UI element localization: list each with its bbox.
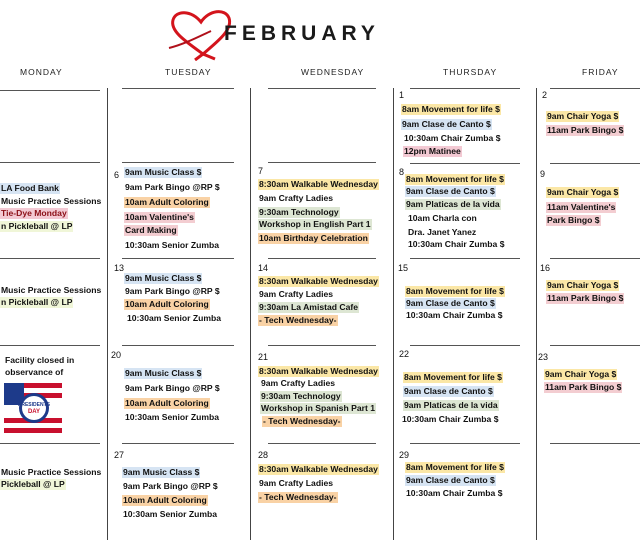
row-divider <box>410 345 520 346</box>
event: 8am Movement for life $ <box>402 104 500 114</box>
event: Facility closed in <box>5 355 75 365</box>
event: 9am Crafty Ladies <box>259 478 334 488</box>
event: Dra. Janet Yanez <box>408 227 477 237</box>
date-number: 7 <box>258 166 264 176</box>
event: 9am Park Bingo @RP $ <box>125 383 220 393</box>
event: 10am Adult Coloring <box>123 495 207 505</box>
event: 10:30am Chair Zumba $ <box>406 488 503 498</box>
column-divider <box>536 88 537 540</box>
row-divider <box>122 258 234 259</box>
event: 9:30am Technology <box>259 207 339 217</box>
event: 9am Park Bingo @RP $ <box>123 481 218 491</box>
row-divider <box>0 443 100 444</box>
row-divider <box>410 88 520 89</box>
event: 9am Clase de Canto $ <box>402 119 491 129</box>
row-divider <box>268 258 376 259</box>
svg-text:PRESIDENTS: PRESIDENTS <box>18 402 50 408</box>
event: - Tech Wednesday- <box>263 416 341 426</box>
event: 10:30am Senior Zumba <box>123 509 218 519</box>
event: 9am Crafty Ladies <box>261 378 336 388</box>
column-divider <box>393 88 394 540</box>
event: 9am Music Class $ <box>125 167 202 177</box>
event: Card Making <box>125 225 177 235</box>
date-number: 15 <box>398 263 409 273</box>
day-header-monday: MONDAY <box>20 67 63 77</box>
event: 8:30am Walkable Wednesday <box>259 179 378 189</box>
event: n Pickleball @ LP <box>1 297 73 307</box>
row-divider <box>268 162 376 163</box>
date-number: 13 <box>114 263 125 273</box>
date-number: 8 <box>399 167 405 177</box>
row-divider <box>0 90 100 91</box>
row-divider <box>122 345 234 346</box>
day-header-wednesday: WEDNESDAY <box>301 67 365 77</box>
row-divider <box>410 258 520 259</box>
event: - Tech Wednesday- <box>259 492 337 502</box>
month-title: FEBRUARY <box>224 22 380 45</box>
event: 9am Music Class $ <box>123 467 200 477</box>
row-divider <box>550 88 640 89</box>
event: 9am Crafty Ladies <box>259 289 334 299</box>
row-divider <box>268 88 376 89</box>
row-divider <box>550 163 640 164</box>
date-number: 29 <box>399 450 410 460</box>
event: Tie-Dye Monday <box>1 208 67 218</box>
event: 8am Movement for life $ <box>406 462 504 472</box>
event: 11am Park Bingo $ <box>545 382 622 392</box>
event: n Pickleball @ LP <box>1 221 73 231</box>
event: 10am Birthday Celebration <box>259 233 368 243</box>
column-divider <box>107 88 108 540</box>
event: 12pm Matinee <box>404 146 461 156</box>
event: 10am Adult Coloring <box>125 197 209 207</box>
event: 9:30am La Amistad Cafe <box>259 302 359 312</box>
event: 10:30am Senior Zumba <box>127 313 222 323</box>
row-divider <box>0 258 100 259</box>
event: 9am Clase de Canto $ <box>406 186 495 196</box>
event: 10:30am Chair Zumba $ <box>408 239 505 249</box>
presidents-day-flag-icon <box>4 383 62 433</box>
event: 9am Chair Yoga $ <box>547 111 619 121</box>
event: 9am Clase de Canto $ <box>404 386 493 396</box>
event: 10:30am Chair Zumba $ <box>402 414 499 424</box>
event: Music Practice Sessions <box>1 467 102 477</box>
row-divider <box>550 345 640 346</box>
date-number: 28 <box>258 450 269 460</box>
date-number: 16 <box>540 263 551 273</box>
event: 8am Movement for life $ <box>406 174 504 184</box>
event: 10:30am Senior Zumba <box>125 240 220 250</box>
row-divider <box>268 443 376 444</box>
event: 9am Music Class $ <box>125 273 202 283</box>
event: 10am Adult Coloring <box>125 398 209 408</box>
event: LA Food Bank <box>1 183 59 193</box>
row-divider <box>550 258 640 259</box>
event: 9am Chair Yoga $ <box>545 369 617 379</box>
svg-text:DAY: DAY <box>27 409 41 415</box>
event: 9am Clase de Canto $ <box>406 298 495 308</box>
event: 11am Valentine's <box>547 202 616 212</box>
event: 10am Adult Coloring <box>125 299 209 309</box>
event: Music Practice Sessions <box>1 196 102 206</box>
date-number: 22 <box>399 349 410 359</box>
event: 9am Chair Yoga $ <box>547 280 619 290</box>
row-divider <box>122 162 234 163</box>
event: 10am Valentine's <box>125 212 194 222</box>
event: 8:30am Walkable Wednesday <box>259 366 378 376</box>
event: 8am Movement for life $ <box>404 372 502 382</box>
row-divider <box>410 443 520 444</box>
event: - Tech Wednesday- <box>259 315 337 325</box>
event: 9am Clase de Canto $ <box>406 475 495 485</box>
event: 9am Platicas de la vida <box>406 199 500 209</box>
event: Workshop in Spanish Part 1 <box>261 403 375 413</box>
event: 9am Platicas de la vida <box>404 400 498 410</box>
event: Pickleball @ LP <box>1 479 65 489</box>
event: 9am Park Bingo @RP $ <box>125 286 220 296</box>
event: Music Practice Sessions <box>1 285 102 295</box>
event: Workshop in English Part 1 <box>259 219 371 229</box>
row-divider <box>0 345 100 346</box>
event: 9am Music Class $ <box>125 368 202 378</box>
date-number: 21 <box>258 352 269 362</box>
date-number: 23 <box>538 352 549 362</box>
date-number: 14 <box>258 263 269 273</box>
date-number: 2 <box>542 90 548 100</box>
column-divider <box>250 88 251 540</box>
row-divider <box>550 443 640 444</box>
event: 9am Crafty Ladies <box>259 193 334 203</box>
date-number: 9 <box>540 169 546 179</box>
event: 10am Charla con <box>408 213 477 223</box>
day-header-friday: FRIDAY <box>582 67 619 77</box>
event: 9am Park Bingo @RP $ <box>125 182 220 192</box>
row-divider <box>122 88 234 89</box>
event: 9am Chair Yoga $ <box>547 187 619 197</box>
event: observance of <box>5 367 64 377</box>
event: 8:30am Walkable Wednesday <box>259 464 378 474</box>
event: Park Bingo $ <box>547 215 600 225</box>
event: 10:30am Chair Zumba $ <box>406 310 503 320</box>
date-number: 27 <box>114 450 125 460</box>
row-divider <box>410 163 520 164</box>
event: 8:30am Walkable Wednesday <box>259 276 378 286</box>
event: 10:30am Chair Zumba $ <box>404 133 501 143</box>
event: 10:30am Senior Zumba <box>125 412 220 422</box>
date-number: 1 <box>399 90 405 100</box>
event: 11am Park Bingo $ <box>547 293 624 303</box>
event: 8am Movement for life $ <box>406 286 504 296</box>
row-divider <box>122 443 234 444</box>
day-header-tuesday: TUESDAY <box>165 67 212 77</box>
date-number: 20 <box>111 350 122 360</box>
event: 11am Park Bingo $ <box>547 125 624 135</box>
event: 9:30am Technology <box>261 391 341 401</box>
date-number: 6 <box>114 170 120 180</box>
row-divider <box>0 162 100 163</box>
day-header-thursday: THURSDAY <box>443 67 498 77</box>
row-divider <box>268 345 376 346</box>
